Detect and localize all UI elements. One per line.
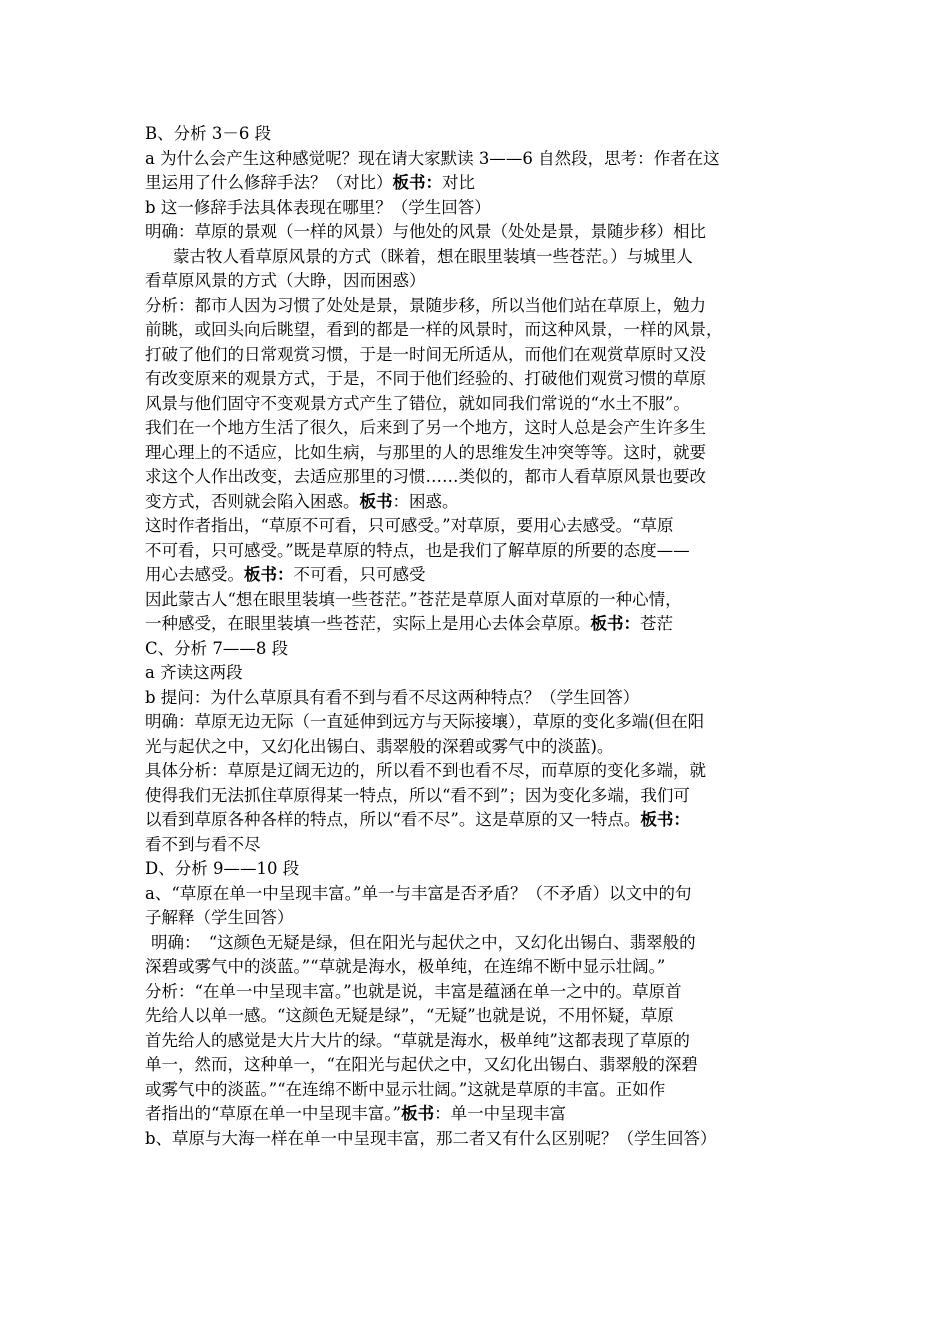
- line-text: b 提问：为什么草原具有看不到与看不尽这两种特点？（学生回答）: [145, 687, 640, 707]
- blackboard-note: ：困惑。: [392, 491, 459, 511]
- text-line: [145, 245, 810, 270]
- line-text: C、分析 7——8 段: [145, 638, 289, 658]
- text-line: [145, 735, 810, 760]
- line-text: a 为什么会产生这种感觉呢？现在请大家默读 3——6 自然段，思考：作者在这: [145, 148, 720, 168]
- text-line: [145, 1127, 810, 1152]
- text-line: [145, 686, 810, 711]
- document-body: [145, 122, 810, 1151]
- text-line: [145, 637, 810, 662]
- line-text: 先给人以单一感。“这颜色无疑是绿”，“无疑”也就是说，不用怀疑，草原: [145, 1006, 674, 1025]
- blackboard-label: 板书：: [244, 565, 294, 584]
- line-text: 或雾气中的淡蓝。”“在连绵不断中显示壮阔。”这就是草原的丰富。正如作: [145, 1079, 666, 1099]
- line-text: 单一，然而，这种单一，“在阳光与起伏之中，又幻化出锡白、翡翠般的深碧: [145, 1055, 698, 1074]
- text-line: [145, 833, 810, 858]
- line-text: 打破了他们的日常观赏习惯，于是一时间无所适从，而他们在观赏草原时又没: [145, 344, 706, 364]
- line-text: a 齐读这两段: [145, 663, 243, 682]
- text-line: [145, 588, 810, 613]
- blackboard-note: 对比: [442, 173, 475, 192]
- line-text: 这时作者指出，“草原不可看，只可感受。”对草原，要用心去感受。“草原: [145, 516, 674, 535]
- text-line: [145, 1029, 810, 1054]
- text-line: [145, 514, 810, 539]
- blackboard-note: 不可看，只可感受: [293, 565, 426, 584]
- line-text: 风景与他们固守不变观景方式产生了错位，就如同我们常说的“水土不服”。: [145, 393, 690, 413]
- line-text: 蒙古牧人看草原风景的方式（眯着，想在眼里装填一些苍茫。）与城里人: [173, 246, 693, 266]
- line-text: 分析：都市人因为习惯了处处是景，景随步移，所以当他们站在草原上，勉力: [145, 295, 706, 315]
- line-text: 用心去感受。: [145, 565, 244, 584]
- text-line: [145, 955, 810, 980]
- line-text: 使得我们无法抓住草原得某一特点，所以“看不到”；因为变化多端，我们可: [145, 785, 690, 805]
- text-line: [145, 1004, 810, 1029]
- line-text: B、分析 3－6 段: [145, 124, 272, 143]
- line-text: 里运用了什么修辞手法？（对比）: [145, 173, 393, 192]
- text-line: [145, 318, 810, 343]
- line-text: 首先给人的感觉是大片大片的绿。“草就是海水，极单纯”这都表现了草原的: [145, 1030, 690, 1050]
- line-text: 看不到与看不尽: [145, 834, 261, 854]
- text-line: [145, 857, 810, 882]
- text-line: [145, 1102, 810, 1127]
- text-line: [145, 539, 810, 564]
- text-line: [145, 343, 810, 368]
- text-line: [145, 441, 810, 466]
- line-text: a、“草原在单一中呈现丰富。”单一与丰富是否矛盾？（不矛盾）以文中的句: [145, 883, 692, 903]
- line-text: 明确： “这颜色无疑是绿，但在阳光与起伏之中，又幻化出锡白、翡翠般的: [151, 932, 696, 952]
- line-text: D、分析 9——10 段: [145, 859, 300, 878]
- line-text: 者指出的“草原在单一中呈现丰富。”: [145, 1104, 402, 1123]
- blackboard-note: ：单一中呈现丰富: [434, 1104, 567, 1123]
- line-text: 求这个人作出改变，去适应那里的习惯……类似的，都市人看草原风景也要改: [145, 467, 706, 486]
- line-text: 分析：“在单一中呈现丰富。”也就是说，丰富是蕴涵在单一之中的。草原首: [145, 981, 682, 1001]
- text-line: [145, 269, 810, 294]
- blackboard-label: 板书: [401, 1104, 435, 1123]
- blackboard-label: 板书: [359, 491, 393, 511]
- line-text: 具体分析：草原是辽阔无边的，所以看不到也看不尽，而草原的变化多端，就: [145, 761, 706, 780]
- line-text: 子解释（学生回答）: [145, 908, 294, 927]
- text-line: [145, 661, 810, 686]
- text-line: [145, 980, 810, 1005]
- text-line: [145, 147, 810, 172]
- blackboard-label: 板书：: [392, 173, 442, 192]
- text-line: [145, 1078, 810, 1103]
- text-line: [145, 465, 810, 490]
- text-line: [145, 1053, 810, 1078]
- text-line: [145, 759, 810, 784]
- text-line: [145, 906, 810, 931]
- text-line: [145, 392, 810, 417]
- text-line: [145, 808, 810, 833]
- line-text: 深碧或雾气中的淡蓝。”“草就是海水，极单纯，在连绵不断中显示壮阔。”: [145, 957, 666, 976]
- text-line: [145, 882, 810, 907]
- text-line: [145, 563, 810, 588]
- line-text: 前眺，或回头向后眺望，看到的都是一样的风景时，而这种风景，一样的风景，: [145, 320, 723, 339]
- line-text: 一种感受，在眼里装填一些苍茫，实际上是用心去体会草原。: [145, 614, 591, 633]
- line-text: 变方式，否则就会陷入困惑。: [145, 491, 360, 511]
- line-text: 看草原风景的方式（大睁，因而困惑）: [145, 271, 426, 290]
- text-line: [145, 710, 810, 735]
- text-line: [145, 122, 810, 147]
- text-line: [145, 220, 810, 245]
- text-line: [145, 490, 810, 515]
- blackboard-note: 苍茫: [640, 614, 673, 633]
- line-text: 明确：草原的景观（一样的风景）与他处的风景（处处是景，景随步移）相比: [145, 222, 706, 241]
- text-line: [145, 612, 810, 637]
- text-line: [145, 294, 810, 319]
- line-text: 明确：草原无边无际（一直延伸到远方与天际接壤），草原的变化多端(但在阳: [145, 712, 705, 731]
- text-line: [145, 171, 810, 196]
- line-text: 有改变原来的观景方式，于是，不同于他们经验的、打破他们观赏习惯的草原: [145, 369, 706, 388]
- line-text: 不可看，只可感受。”既是草原的特点，也是我们了解草原的所要的态度——: [145, 540, 690, 560]
- line-text: 光与起伏之中，又幻化出锡白、翡翠般的深碧或雾气中的淡蓝)。: [145, 736, 614, 756]
- line-text: 理心理上的不适应，比如生病，与那里的人的思维发生冲突等等。这时，就要: [145, 442, 706, 462]
- text-line: [145, 416, 810, 441]
- line-text: 我们在一个地方生活了很久，后来到了另一个地方，这时人总是会产生许多生: [145, 418, 706, 437]
- line-text: 因此蒙古人“想在眼里装填一些苍茫。”苍茫是草原人面对草原的一种心情，: [145, 589, 682, 609]
- blackboard-label: 板书：: [590, 614, 640, 633]
- line-text: b、草原与大海一样在单一中呈现丰富，那二者又有什么区别呢？（学生回答）: [145, 1128, 717, 1148]
- text-line: [145, 931, 810, 956]
- line-text: 以看到草原各种各样的特点，所以“看不尽”。这是草原的又一特点。: [145, 810, 641, 829]
- text-line: [145, 196, 810, 221]
- blackboard-label: 板书：: [640, 810, 690, 829]
- line-text: b 这一修辞手法具体表现在哪里？（学生回答）: [145, 197, 491, 217]
- text-line: [145, 367, 810, 392]
- text-line: [145, 784, 810, 809]
